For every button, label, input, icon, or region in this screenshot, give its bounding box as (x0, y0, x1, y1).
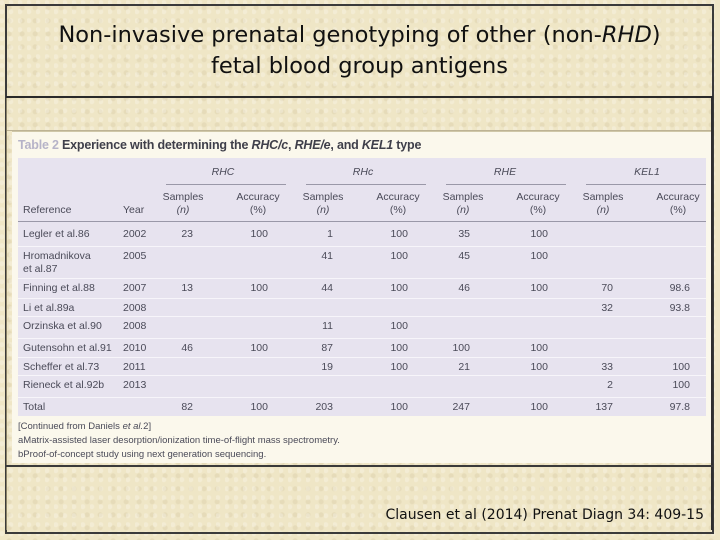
samples-cell: 33 (601, 361, 613, 373)
accuracy-cell: 100 (390, 320, 408, 332)
group-header-kel1: KEL1 (634, 166, 660, 178)
row-separator (18, 338, 706, 339)
row-separator (18, 357, 706, 358)
accuracy-cell: 93.8 (669, 302, 690, 314)
reference-cell: Orzinska et al.90 (23, 320, 102, 332)
row-separator (18, 298, 706, 299)
accuracy-cell: 100 (672, 379, 690, 391)
row-separator (18, 278, 706, 279)
samples-header: Samples (442, 191, 484, 203)
accuracy-pct-header: (%) (389, 204, 407, 216)
year-cell: 2005 (123, 250, 147, 262)
reference-cell: Li et al.89a (23, 302, 75, 314)
group-header-rhc: RHc (352, 166, 374, 178)
samples-cell: 13 (181, 282, 193, 294)
samples-cell: 70 (601, 282, 613, 294)
reference-cell: Finning et al.88 (23, 282, 95, 294)
title-line-1: Non-invasive prenatal genotyping of other (non-RHD) (58, 22, 661, 48)
reference-cell: Scheffer et al.73 (23, 361, 100, 373)
accuracy-pct-header: (%) (249, 204, 267, 216)
row-separator (18, 375, 706, 376)
samples-cell: 100 (452, 342, 470, 354)
accuracy-pct-header: (%) (669, 204, 687, 216)
reference-header: Reference (23, 204, 72, 216)
year-cell: 2013 (123, 379, 147, 391)
panel-top-strip (6, 98, 713, 131)
samples-cell: 45 (458, 250, 470, 262)
accuracy-cell: 100 (250, 282, 268, 294)
accuracy-cell: 100 (530, 228, 548, 240)
samples-cell: 2 (607, 379, 613, 391)
accuracy-pct-header: (%) (529, 204, 547, 216)
accuracy-header: Accuracy (656, 191, 700, 203)
samples-n-header: (n) (456, 204, 470, 216)
bottom-divider (6, 465, 713, 467)
samples-cell: 44 (321, 282, 333, 294)
note-ngs: bProof-of-concept study using next generation sequencing. (18, 449, 267, 460)
samples-cell: 41 (321, 250, 333, 262)
note-maldi: aMatrix-assisted laser desorption/ionization time-of-flight mass spectrometry. (18, 435, 340, 446)
row-separator (18, 397, 706, 398)
group-underline (446, 184, 566, 185)
samples-cell: 82 (181, 401, 193, 413)
samples-cell: 11 (322, 320, 333, 332)
samples-n-header: (n) (176, 204, 190, 216)
title-line-2: fetal blood group antigens (210, 53, 508, 79)
year-cell: 2011 (123, 361, 146, 373)
accuracy-cell: 100 (530, 401, 548, 413)
reference-cell: Rieneck et al.92b (23, 379, 105, 391)
table-caption: Table 2 Experience with determining the RHC/c, RHE/e, and KEL1 type (18, 138, 422, 152)
samples-cell: 87 (321, 342, 333, 354)
note-continued: [Continued from Daniels et al.2] (18, 421, 152, 432)
accuracy-cell: 100 (530, 282, 548, 294)
year-header: Year (123, 204, 145, 216)
samples-n-header: (n) (596, 204, 610, 216)
reference-cell: Total (23, 401, 46, 413)
samples-cell: 23 (181, 228, 193, 240)
samples-cell: 19 (321, 361, 333, 373)
reference-cell-cont: et al.87 (23, 263, 58, 275)
accuracy-header: Accuracy (236, 191, 280, 203)
samples-cell: 137 (595, 401, 613, 413)
accuracy-cell: 97.8 (669, 401, 690, 413)
reference-cell: Legler et al.86 (23, 228, 90, 240)
samples-header: Samples (302, 191, 344, 203)
group-header-rhc: RHC (211, 166, 235, 178)
samples-cell: 46 (181, 342, 193, 354)
samples-cell: 21 (458, 361, 470, 373)
slide-title (6, 6, 713, 98)
samples-header: Samples (162, 191, 204, 203)
samples-header: Samples (582, 191, 624, 203)
accuracy-cell: 100 (530, 342, 548, 354)
group-underline (166, 184, 286, 185)
group-underline (586, 184, 706, 185)
row-separator (18, 246, 706, 247)
year-cell: 2008 (123, 320, 147, 332)
accuracy-header: Accuracy (376, 191, 420, 203)
accuracy-cell: 100 (250, 401, 268, 413)
accuracy-cell: 100 (390, 250, 408, 262)
accuracy-cell: 100 (672, 361, 690, 373)
group-underline (306, 184, 426, 185)
table-notes (18, 420, 340, 462)
genotyping-table (18, 158, 706, 416)
accuracy-cell: 100 (530, 361, 548, 373)
samples-cell: 247 (452, 401, 470, 413)
accuracy-cell: 100 (390, 361, 408, 373)
samples-cell: 46 (458, 282, 470, 294)
samples-n-header: (n) (316, 204, 330, 216)
reference-cell: Gutensohn et al.91 (23, 342, 112, 354)
accuracy-cell: 100 (390, 342, 408, 354)
group-header-rhe: RHE (493, 166, 517, 178)
year-cell: 2010 (123, 342, 147, 354)
samples-cell: 35 (458, 228, 470, 240)
accuracy-cell: 100 (250, 228, 268, 240)
citation: Clausen et al (2014) Prenat Diagn 34: 409-15 (385, 507, 704, 523)
reference-cell: Hromadnikova (23, 250, 91, 262)
samples-cell: 203 (315, 401, 333, 413)
year-cell: 2002 (123, 228, 147, 240)
accuracy-cell: 100 (530, 250, 548, 262)
accuracy-header: Accuracy (516, 191, 560, 203)
accuracy-cell: 100 (390, 401, 408, 413)
row-separator (18, 316, 706, 317)
samples-cell: 1 (327, 228, 333, 240)
year-cell: 2007 (123, 282, 147, 294)
accuracy-cell: 100 (250, 342, 268, 354)
accuracy-cell: 98.6 (669, 282, 690, 294)
samples-cell: 32 (601, 302, 613, 314)
header-rule (18, 221, 706, 222)
accuracy-cell: 100 (390, 228, 408, 240)
accuracy-cell: 100 (390, 282, 408, 294)
year-cell: 2008 (123, 302, 147, 314)
